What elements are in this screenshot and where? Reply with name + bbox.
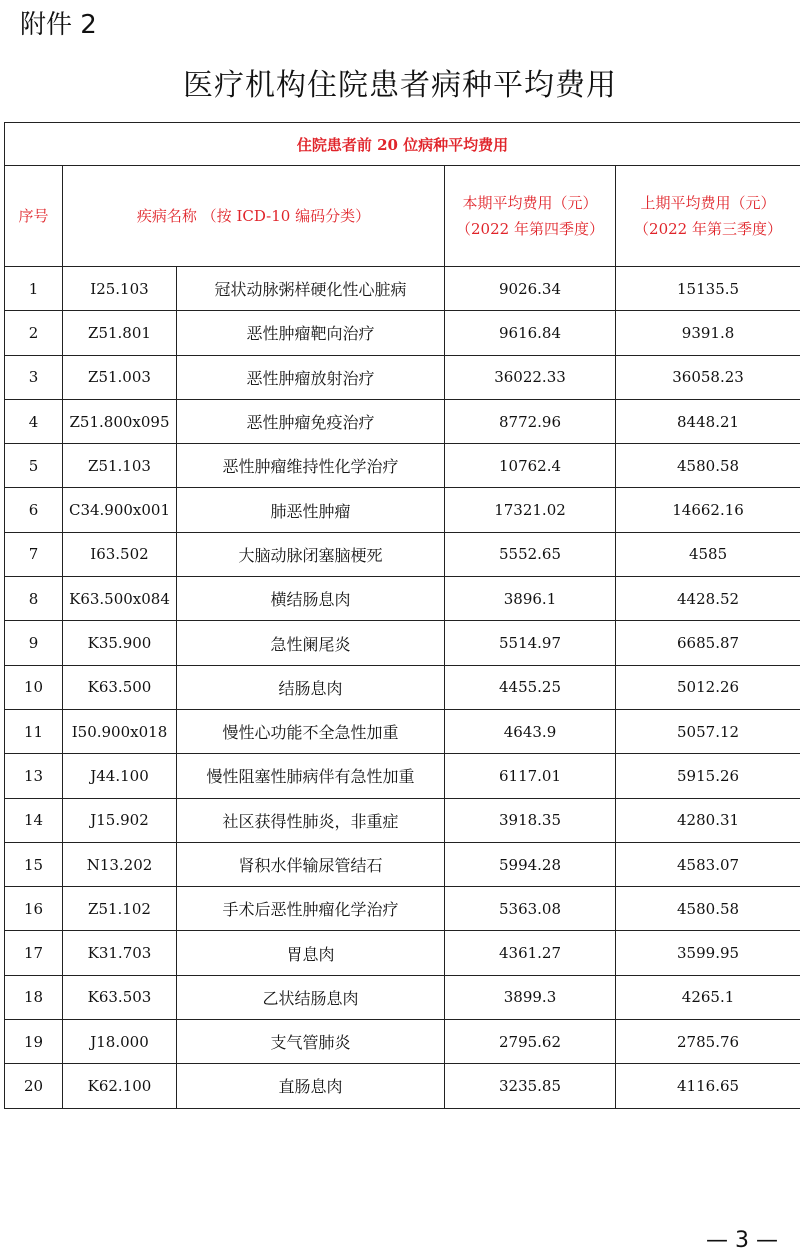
- row-disease-name: 乙状结肠息肉: [177, 975, 445, 1019]
- row-icd-code: N13.202: [63, 842, 177, 886]
- row-icd-code: J44.100: [63, 754, 177, 798]
- header-seq: 序号: [5, 166, 63, 267]
- row-current-cost: 36022.33: [445, 355, 616, 399]
- row-seq: 11: [5, 709, 63, 753]
- row-disease-name: 肾积水伴输尿管结石: [177, 842, 445, 886]
- row-current-cost: 5552.65: [445, 532, 616, 576]
- row-seq: 16: [5, 887, 63, 931]
- header-previous-period: [616, 166, 800, 267]
- row-icd-code: K31.703: [63, 931, 177, 975]
- table-row: [5, 311, 800, 355]
- table-row: [5, 399, 800, 443]
- row-disease-name: 恶性肿瘤免疫治疗: [177, 399, 445, 443]
- row-disease-name: 肺恶性肿瘤: [177, 488, 445, 532]
- row-previous-cost: 4116.65: [616, 1064, 800, 1108]
- row-disease-name: 慢性阻塞性肺病伴有急性加重: [177, 754, 445, 798]
- row-current-cost: 4361.27: [445, 931, 616, 975]
- header-disease: 疾病名称 （按 ICD-10 编码分类）: [63, 166, 445, 267]
- row-seq: 19: [5, 1020, 63, 1064]
- row-previous-cost: 8448.21: [616, 399, 800, 443]
- row-seq: 3: [5, 355, 63, 399]
- attachment-label: 附件 2: [20, 10, 97, 40]
- disease-cost-table: [4, 122, 800, 1109]
- row-seq: 20: [5, 1064, 63, 1108]
- row-disease-name: 恶性肿瘤维持性化学治疗: [177, 444, 445, 488]
- row-current-cost: 17321.02: [445, 488, 616, 532]
- table-row: [5, 798, 800, 842]
- row-current-cost: 2795.62: [445, 1020, 616, 1064]
- row-disease-name: 横结肠息肉: [177, 577, 445, 621]
- table-row: [5, 931, 800, 975]
- row-seq: 7: [5, 532, 63, 576]
- row-disease-name: 胃息肉: [177, 931, 445, 975]
- row-icd-code: C34.900x001: [63, 488, 177, 532]
- row-disease-name: 社区获得性肺炎，非重症: [177, 798, 445, 842]
- table-row: [5, 754, 800, 798]
- row-icd-code: Z51.103: [63, 444, 177, 488]
- table-row: [5, 887, 800, 931]
- row-previous-cost: 4280.31: [616, 798, 800, 842]
- row-disease-name: 恶性肿瘤放射治疗: [177, 355, 445, 399]
- row-icd-code: J15.902: [63, 798, 177, 842]
- row-current-cost: 5514.97: [445, 621, 616, 665]
- row-icd-code: Z51.102: [63, 887, 177, 931]
- row-icd-code: Z51.003: [63, 355, 177, 399]
- row-icd-code: K35.900: [63, 621, 177, 665]
- row-icd-code: K63.500x084: [63, 577, 177, 621]
- table-row: [5, 709, 800, 753]
- row-seq: 5: [5, 444, 63, 488]
- row-previous-cost: 5915.26: [616, 754, 800, 798]
- row-previous-cost: 4585: [616, 532, 800, 576]
- row-disease-name: 冠状动脉粥样硬化性心脏病: [177, 267, 445, 311]
- table-row: [5, 1064, 800, 1108]
- row-disease-name: 手术后恶性肿瘤化学治疗: [177, 887, 445, 931]
- row-current-cost: 5994.28: [445, 842, 616, 886]
- table-row: [5, 488, 800, 532]
- row-disease-name: 慢性心功能不全急性加重: [177, 709, 445, 753]
- table-row: [5, 1020, 800, 1064]
- row-seq: 17: [5, 931, 63, 975]
- row-icd-code: Z51.801: [63, 311, 177, 355]
- row-icd-code: K63.503: [63, 975, 177, 1019]
- table-row: [5, 975, 800, 1019]
- row-previous-cost: 15135.5: [616, 267, 800, 311]
- row-seq: 15: [5, 842, 63, 886]
- header-previous-line2: （2022 年第三季度）: [634, 220, 782, 238]
- table-row: [5, 665, 800, 709]
- row-seq: 2: [5, 311, 63, 355]
- row-previous-cost: 14662.16: [616, 488, 800, 532]
- row-current-cost: 10762.4: [445, 444, 616, 488]
- table-caption-row: [5, 123, 800, 166]
- row-icd-code: J18.000: [63, 1020, 177, 1064]
- row-current-cost: 6117.01: [445, 754, 616, 798]
- row-current-cost: 3918.35: [445, 798, 616, 842]
- header-current-line2: （2022 年第四季度）: [456, 220, 604, 238]
- table-row: [5, 842, 800, 886]
- row-disease-name: 急性阑尾炎: [177, 621, 445, 665]
- row-seq: 6: [5, 488, 63, 532]
- row-current-cost: 8772.96: [445, 399, 616, 443]
- row-seq: 8: [5, 577, 63, 621]
- row-seq: 4: [5, 399, 63, 443]
- row-seq: 14: [5, 798, 63, 842]
- row-seq: 9: [5, 621, 63, 665]
- table-row: [5, 532, 800, 576]
- row-disease-name: 支气管肺炎: [177, 1020, 445, 1064]
- row-previous-cost: 5057.12: [616, 709, 800, 753]
- row-current-cost: 9616.84: [445, 311, 616, 355]
- row-disease-name: 直肠息肉: [177, 1064, 445, 1108]
- row-current-cost: 4455.25: [445, 665, 616, 709]
- table-row: [5, 267, 800, 311]
- row-current-cost: 3899.3: [445, 975, 616, 1019]
- row-icd-code: K62.100: [63, 1064, 177, 1108]
- row-current-cost: 3896.1: [445, 577, 616, 621]
- row-disease-name: 结肠息肉: [177, 665, 445, 709]
- page-number: — 3 —: [706, 1228, 778, 1253]
- table-row: [5, 444, 800, 488]
- table-row: [5, 577, 800, 621]
- table-caption: 住院患者前 20 位病种平均费用: [5, 123, 800, 166]
- row-seq: 13: [5, 754, 63, 798]
- header-current-period: [445, 166, 616, 267]
- row-current-cost: 9026.34: [445, 267, 616, 311]
- row-seq: 1: [5, 267, 63, 311]
- row-icd-code: I50.900x018: [63, 709, 177, 753]
- row-previous-cost: 4265.1: [616, 975, 800, 1019]
- row-icd-code: I63.502: [63, 532, 177, 576]
- row-current-cost: 4643.9: [445, 709, 616, 753]
- row-current-cost: 3235.85: [445, 1064, 616, 1108]
- table-row: [5, 355, 800, 399]
- row-previous-cost: 4428.52: [616, 577, 800, 621]
- row-previous-cost: 4583.07: [616, 842, 800, 886]
- row-icd-code: Z51.800x095: [63, 399, 177, 443]
- row-previous-cost: 4580.58: [616, 444, 800, 488]
- row-previous-cost: 36058.23: [616, 355, 800, 399]
- row-seq: 10: [5, 665, 63, 709]
- table-row: [5, 621, 800, 665]
- row-previous-cost: 2785.76: [616, 1020, 800, 1064]
- row-current-cost: 5363.08: [445, 887, 616, 931]
- row-previous-cost: 3599.95: [616, 931, 800, 975]
- row-previous-cost: 4580.58: [616, 887, 800, 931]
- row-previous-cost: 9391.8: [616, 311, 800, 355]
- row-disease-name: 恶性肿瘤靶向治疗: [177, 311, 445, 355]
- header-current-line1: 本期平均费用（元）: [462, 194, 598, 212]
- row-icd-code: K63.500: [63, 665, 177, 709]
- row-previous-cost: 6685.87: [616, 621, 800, 665]
- header-previous-line1: 上期平均费用（元）: [640, 194, 776, 212]
- row-seq: 18: [5, 975, 63, 1019]
- row-disease-name: 大脑动脉闭塞脑梗死: [177, 532, 445, 576]
- document-title: 医疗机构住院患者病种平均费用: [183, 68, 617, 103]
- row-icd-code: I25.103: [63, 267, 177, 311]
- row-previous-cost: 5012.26: [616, 665, 800, 709]
- table-header-row: [5, 166, 800, 267]
